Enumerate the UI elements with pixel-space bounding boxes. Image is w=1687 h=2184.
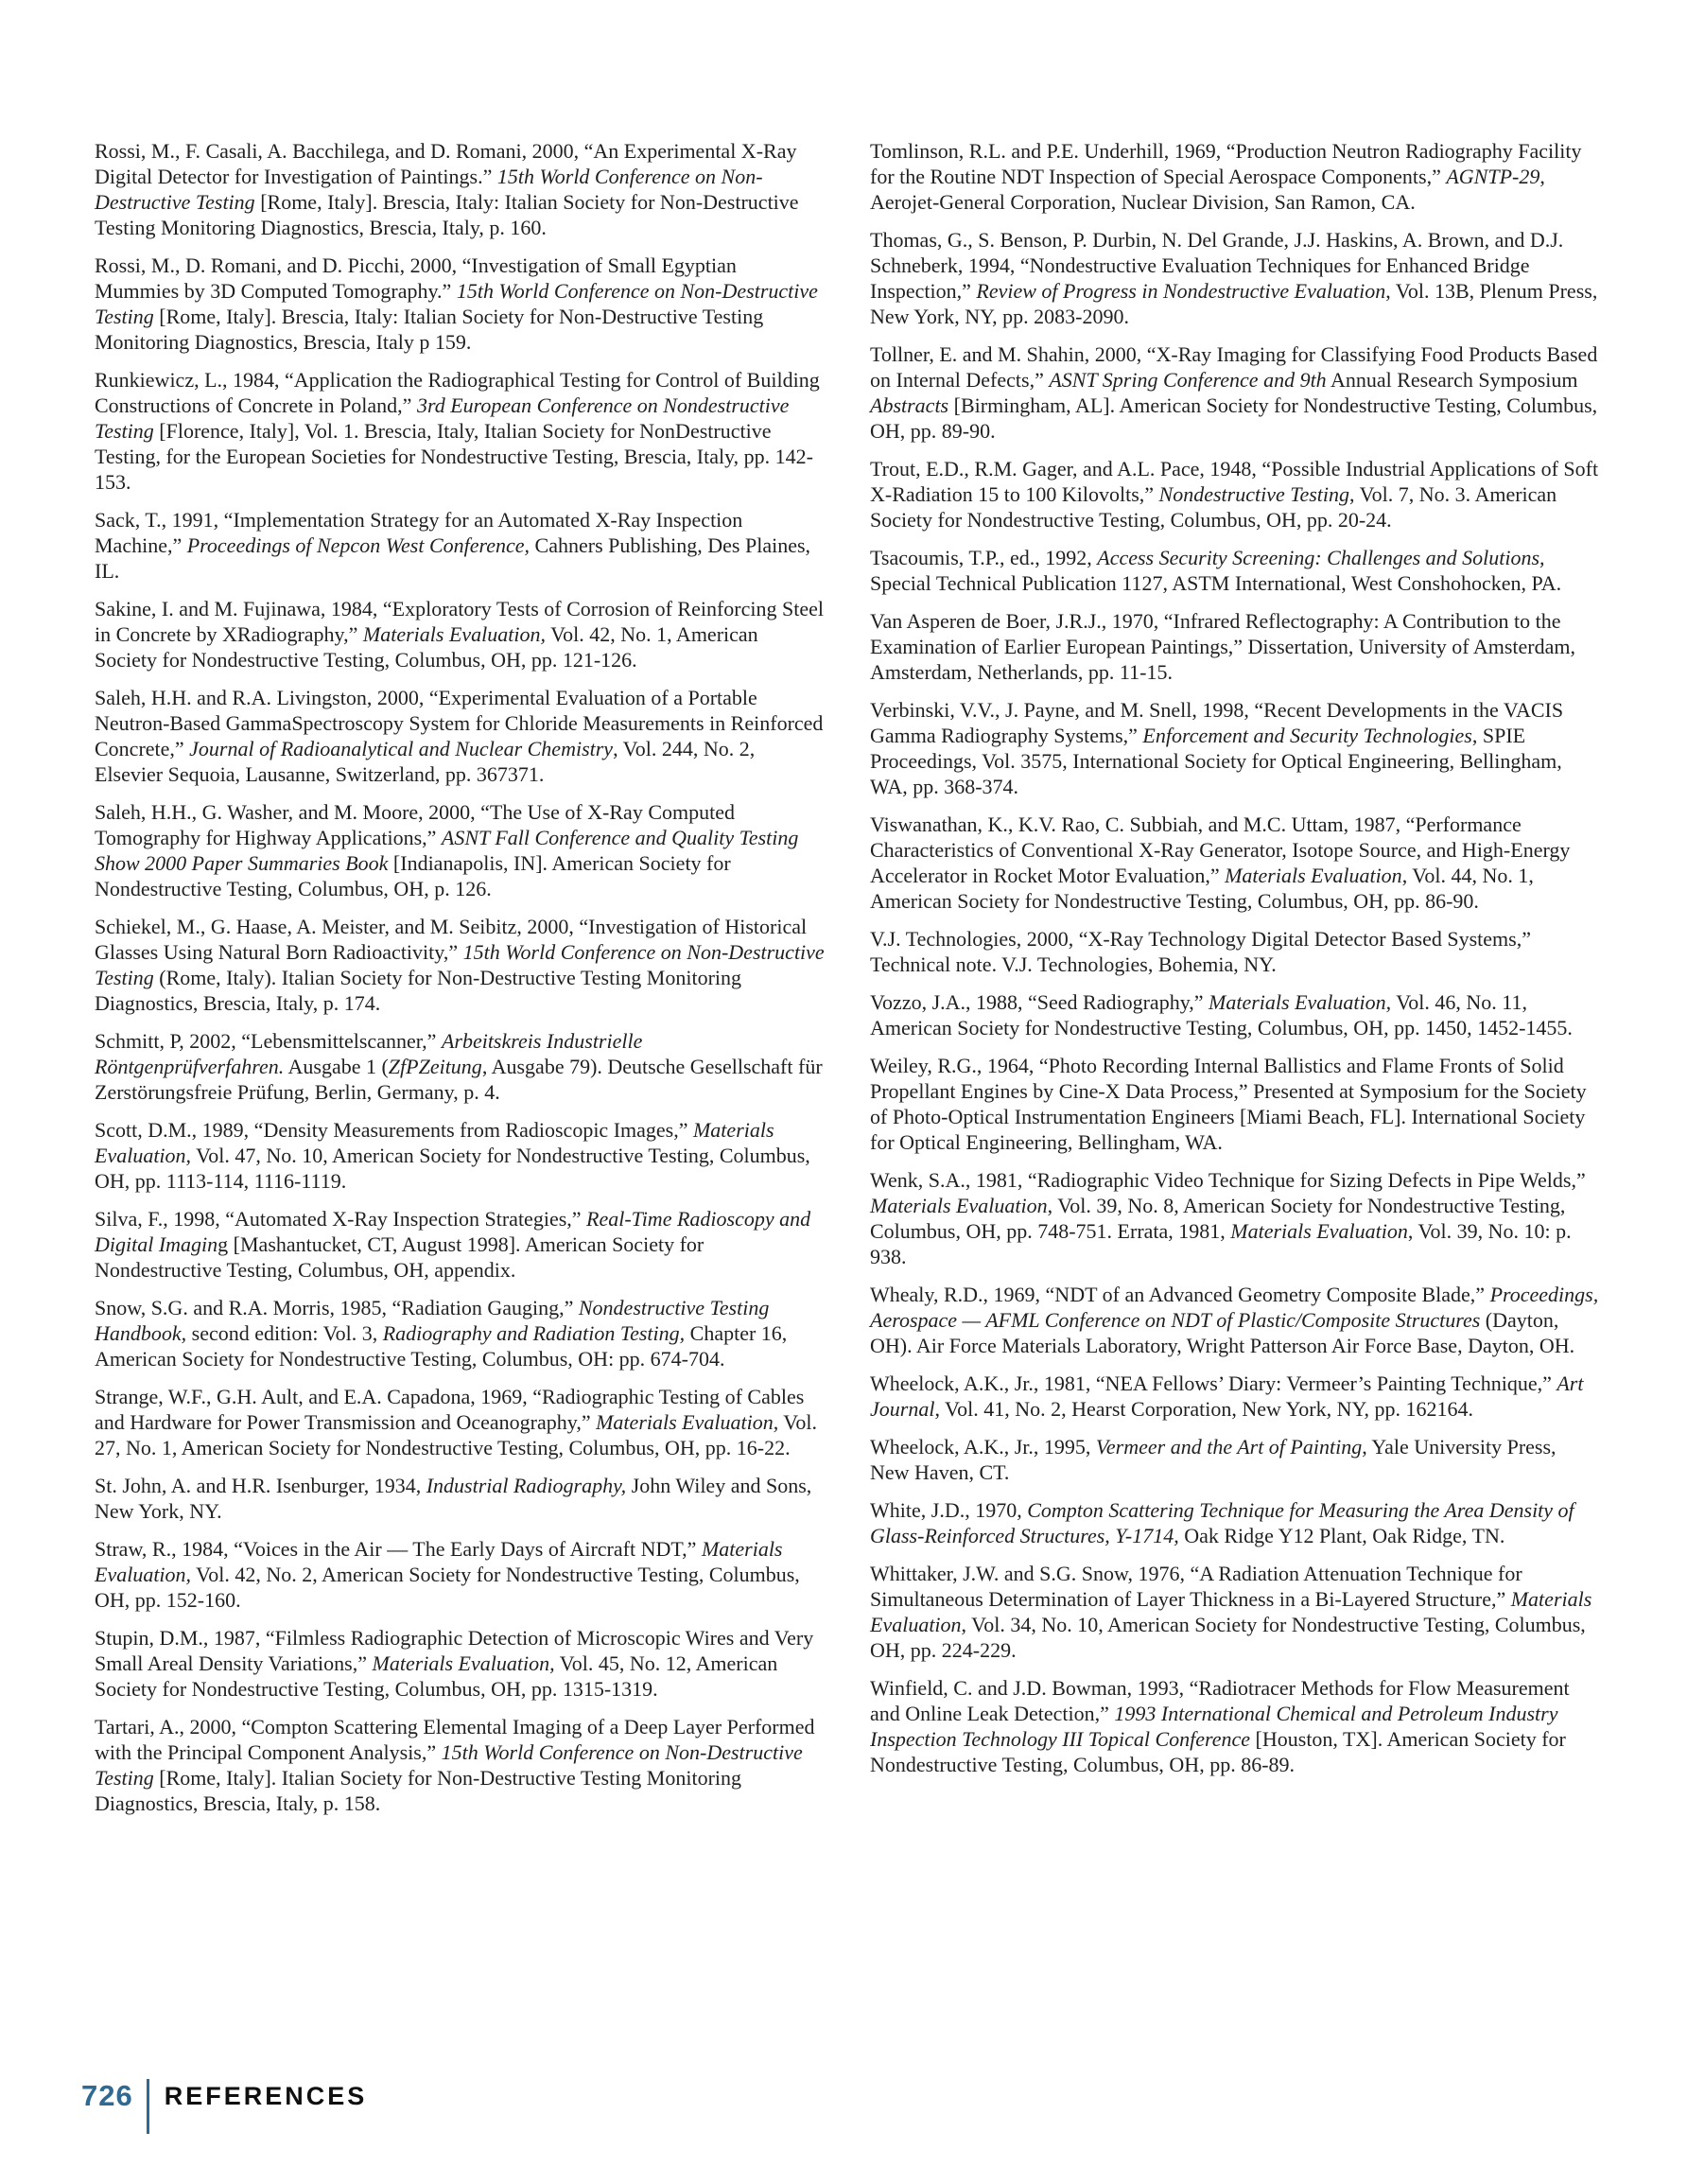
ref-text-segment: Wheelock, A.K., Jr., 1995, (870, 1435, 1096, 1459)
ref-text-segment: , Vol. 13B, Plenum Press, New York, NY, pp. 2083-2090. (870, 279, 1598, 328)
reference-entry (870, 227, 1600, 329)
ref-text-segment: , Yale University Press, New Haven, CT. (870, 1435, 1557, 1484)
ref-text-segment: Strange, W.F., G.H. Ault, and E.A. Capadona, 1969, “Radiographic Testing of Cables and Hardware for Power Transmission and Oceanography,” (95, 1385, 805, 1434)
ref-italic-segment: 15th World Conference on Non-Destructive Testing (95, 940, 825, 989)
ref-italic-segment: Access Security Screening: Challenges and Solutions, (1097, 546, 1545, 569)
ref-italic-segment: Materials Evaluation, (596, 1410, 779, 1434)
ref-text-segment: Verbinski, V.V., J. Payne, and M. Snell, 1998, “Recent Developments in the VACIS Gamma Radiography Systems,” (870, 698, 1564, 747)
ref-italic-segment: Vermeer and the Art of Painting (1095, 1435, 1363, 1459)
ref-italic-segment: Materials Evaluation, (362, 622, 546, 646)
ref-text-segment: , Aerojet-General Corporation, Nuclear Division, San Ramon, CA. (870, 165, 1545, 214)
ref-italic-segment: ZfPZeitung (388, 1055, 482, 1078)
reference-entry (95, 253, 825, 355)
reference-entry (870, 1497, 1600, 1548)
ref-text-segment: Whittaker, J.W. and S.G. Snow, 1976, “A Radiation Attenuation Technique for Simultaneous Determination of Layer Thickness in a Bi-Layered Structure,” (870, 1562, 1522, 1611)
ref-text-segment: [Houston, TX]. American Society for Nondestructive Testing, Columbus, OH, pp. 86-89. (870, 1727, 1566, 1776)
ref-italic-segment: 15th World Conference on Non-Destructive Testing (95, 1740, 803, 1790)
reference-entry (95, 367, 825, 495)
ref-text-segment: John Wiley and Sons, New York, NY. (95, 1474, 812, 1523)
ref-text-segment: Silva, F., 1998, “Automated X-Ray Inspection Strategies,” (95, 1207, 587, 1231)
ref-text-segment: second edition: Vol. 3, (186, 1321, 383, 1345)
reference-entry (870, 1167, 1600, 1269)
ref-text-segment: [Rome, Italy]. Italian Society for Non-Destructive Testing Monitoring Diagnostics, Brescia, Italy, p. 158. (95, 1766, 742, 1815)
ref-text-segment: St. John, A. and H.R. Isenburger, 1934, (95, 1474, 426, 1497)
ref-italic-segment: ASNT Spring Conference and 9th (1049, 368, 1327, 392)
ref-text-segment: Cahners Publishing, Des Plaines, IL. (95, 533, 811, 583)
ref-italic-segment: 15th World Conference on Non-Destructive Testing (95, 165, 763, 214)
ref-italic-segment: Nondestructive Testing (1158, 482, 1349, 506)
ref-text-segment: Tomlinson, R.L. and P.E. Underhill, 1969, “Production Neutron Radiography Facility for the Routine NDT Inspection of Special Aerospace Components,” (870, 139, 1582, 188)
ref-text-segment: Stupin, D.M., 1987, “Filmless Radiographic Detection of Microscopic Wires and Very Small Areal Density Variations,” (95, 1626, 814, 1675)
reference-entry (95, 1384, 825, 1460)
reference-entry (870, 456, 1600, 533)
reference-entry (95, 1625, 825, 1702)
reference-entry (870, 1434, 1600, 1485)
reference-entry (870, 1371, 1600, 1422)
footer-divider (147, 2079, 149, 2134)
reference-entry (95, 1206, 825, 1283)
ref-text-segment: Vozzo, J.A., 1988, “Seed Radiography,” (870, 990, 1209, 1014)
reference-entry (870, 812, 1600, 914)
page-number: 726 (81, 2079, 133, 2112)
ref-text-segment: [Florence, Italy], Vol. 1. Brescia, Italy, Italian Society for NonDestructive Testing, for the European Societies for Nondestructive Testing, Brescia, Italy, pp. 142-153. (95, 419, 813, 494)
ref-text-segment: Chapter 16, American Society for Nondestructive Testing, Columbus, OH: pp. 674-704. (95, 1321, 788, 1371)
ref-text-segment: Whealy, R.D., 1969, “NDT of an Advanced Geometry Composite Blade,” (870, 1283, 1490, 1306)
reference-entry (870, 989, 1600, 1040)
ref-italic-segment: Materials Evaluation, (95, 1537, 783, 1586)
reference-entry (95, 914, 825, 1016)
ref-italic-segment: 3rd European Conference on Nondestructive Testing (95, 393, 790, 443)
reference-entry (95, 1028, 825, 1105)
reference-entry (95, 1473, 825, 1524)
ref-text-segment: Special Technical Publication 1127, ASTM International, West Conshohocken, PA. (870, 571, 1562, 595)
ref-text-segment: Tartari, A., 2000, “Compton Scattering Elemental Imaging of a Deep Layer Performed with the Principal Component Analysis,” (95, 1715, 815, 1764)
ref-italic-segment: Real-Time Radioscopy and Digital Imagin (95, 1207, 811, 1256)
reference-entry (870, 341, 1600, 444)
reference-entry (95, 1714, 825, 1816)
ref-text-segment: , Vol. 39, No. 10: p. 938. (870, 1219, 1572, 1268)
ref-text-segment: Rossi, M., D. Romani, and D. Picchi, 2000, “Investigation of Small Egyptian Mummies by 3D Computed Tomography.” (95, 253, 737, 303)
ref-text-segment: Wenk, S.A., 1981, “Radiographic Video Technique for Sizing Defects in Pipe Welds,” (870, 1168, 1586, 1192)
ref-text-segment: White, J.D., 1970, (870, 1498, 1028, 1522)
ref-text-segment: Winfield, C. and J.D. Bowman, 1993, “Radiotracer Methods for Flow Measurement and Online Leak Detection,” (870, 1676, 1570, 1725)
ref-italic-segment: Materials Evaluation (1230, 1219, 1408, 1243)
ref-text-segment: Runkiewicz, L., 1984, “Application the Radiographical Testing for Control of Building Constructions of Concrete in Poland,” (95, 368, 820, 417)
references-column-left (95, 138, 825, 1828)
ref-text-segment: Tsacoumis, T.P., ed., 1992, (870, 546, 1098, 569)
section-title: REFERENCES (164, 2082, 368, 2110)
ref-italic-segment: Abstracts (870, 393, 949, 417)
ref-text-segment: Trout, E.D., R.M. Gager, and A.L. Pace, 1948, “Possible Industrial Applications of Soft X-Radiation 15 to 100 Kilovolts,” (870, 457, 1599, 506)
references-column-right (870, 138, 1600, 1790)
reference-entry (870, 1053, 1600, 1155)
ref-italic-segment: Journal of Radioanalytical and Nuclear Chemistry (189, 737, 614, 760)
ref-italic-segment: Materials Evaluation (1225, 864, 1402, 887)
ref-italic-segment: Art Journal (870, 1372, 1584, 1421)
ref-italic-segment: 15th World Conference on Non-Destructive Testing (95, 279, 818, 328)
ref-text-segment: Vol. 47, No. 10, American Society for Nondestructive Testing, Columbus, OH, pp. 1113-114, 1116-1119. (95, 1144, 810, 1193)
ref-text-segment: Viswanathan, K., K.V. Rao, C. Subbiah, and M.C. Uttam, 1987, “Performance Characteristics of Conventional X-Ray Generator, Isotope Source, and High-Energy Accelerator in Rocket Motor Evaluation,” (870, 812, 1571, 887)
ref-italic-segment: Proceedings, Aerospace — AFML Conference on NDT of Plastic/Composite Structures (870, 1283, 1599, 1332)
ref-italic-segment: Materials Evaluation, (1209, 990, 1392, 1014)
ref-text-segment: Weiley, R.G., 1964, “Photo Recording Internal Ballistics and Flame Fronts of Solid Propellant Engines by Cine-X Data Process,” Presented at Symposium for the Society of Photo-Optical Instrumentation Engineers [Miami Beach, FL]. International Society for Optical Engineering, Bellingham, WA. (870, 1054, 1587, 1154)
ref-text-segment: V.J. Technologies, 2000, “X-Ray Technology Digital Detector Based Systems,” Technical note. V.J. Technologies, Bohemia, NY. (870, 927, 1531, 976)
ref-text-segment: Thomas, G., S. Benson, P. Durbin, N. Del Grande, J.J. Haskins, A. Brown, and D.J. Schneberk, 1994, “Nondestructive Evaluation Techniques for Enhanced Bridge Inspection,” (870, 228, 1564, 303)
reference-entry (95, 507, 825, 584)
ref-text-segment: Tollner, E. and M. Shahin, 2000, “X-Ray Imaging for Classifying Food Products Based on Internal Defects,” (870, 342, 1598, 392)
ref-text-segment: [Rome, Italy]. Brescia, Italy: Italian Society for Non-Destructive Testing Monitoring Diagnostics, Brescia, Italy, p. 160. (95, 190, 799, 239)
ref-text-segment: [Birmingham, AL]. American Society for Nondestructive Testing, Columbus, OH, pp. 89-90. (870, 393, 1598, 443)
reference-entry (870, 1561, 1600, 1663)
ref-text-segment: , Vol. 41, No. 2, Hearst Corporation, New York, NY, pp. 162164. (934, 1397, 1474, 1421)
ref-text-segment: (Rome, Italy). Italian Society for Non-Destructive Testing Monitoring Diagnostics, Brescia, Italy, p. 174. (95, 966, 742, 1015)
ref-text-segment: Vol. 45, No. 12, American Society for Nondestructive Testing, Columbus, OH, pp. 1315-1319. (95, 1651, 778, 1701)
ref-text-segment: Ausgabe 1 ( (284, 1055, 389, 1078)
reference-entry (870, 926, 1600, 977)
reference-entry (95, 1295, 825, 1372)
ref-italic-segment: Arbeitskreis Industrielle Röntgenprüfverfahren. (95, 1029, 643, 1078)
ref-text-segment: Rossi, M., F. Casali, A. Bacchilega, and D. Romani, 2000, “An Experimental X-Ray Digital Detector for Investigation of Paintings.” (95, 139, 797, 188)
ref-text-segment: [Indianapolis, IN]. American Society for Nondestructive Testing, Columbus, OH, p. 126. (95, 851, 731, 900)
ref-text-segment: , Vol. 39, No. 8, American Society for Nondestructive Testing, Columbus, OH, pp. 748-751. Errata, 1981, (870, 1194, 1566, 1243)
ref-text-segment: Straw, R., 1984, “Voices in the Air — The Early Days of Aircraft NDT,” (95, 1537, 702, 1561)
ref-text-segment: g [Mashantucket, CT, August 1998]. American Society for Nondestructive Testing, Columbus, OH, appendix. (95, 1232, 704, 1282)
ref-italic-segment: Nondestructive Testing Handbook, (95, 1296, 770, 1345)
ref-italic-segment: Compton Scattering Technique for Measuring the Area Density of Glass-Reinforced Structures, Y-1714, (870, 1498, 1574, 1547)
ref-text-segment: Schmitt, P, 2002, “Lebensmittelscanner,” (95, 1029, 442, 1053)
ref-text-segment: Saleh, H.H., G. Washer, and M. Moore, 2000, “The Use of X-Ray Computed Tomography for Highway Applications,” (95, 800, 735, 849)
ref-text-segment: (Dayton, OH). Air Force Materials Laboratory, Wright Patterson Air Force Base, Dayton, OH. (870, 1308, 1575, 1357)
ref-italic-segment: Industrial Radiography, (426, 1474, 627, 1497)
reference-entry (95, 799, 825, 901)
ref-text-segment: Van Asperen de Boer, J.R.J., 1970, “Infrared Reflectography: A Contribution to the Examination of Earlier European Paintings,” Dissertation, University of Amsterdam, Amsterdam, Netherlands, pp. 11-15. (870, 609, 1575, 684)
ref-text-segment: , Vol. 7, No. 3. American Society for Nondestructive Testing, Columbus, OH, pp. 20-24. (870, 482, 1557, 532)
ref-italic-segment: Materials Evaluation (870, 1194, 1048, 1217)
ref-text-segment: Oak Ridge Y12 Plant, Oak Ridge, TN. (1178, 1524, 1505, 1547)
reference-entry (870, 697, 1600, 799)
ref-text-segment: , SPIE Proceedings, Vol. 3575, International Society for Optical Engineering, Bellingham, WA, pp. 368-374. (870, 724, 1562, 798)
ref-italic-segment: Radiography and Radiation Testing, (382, 1321, 686, 1345)
reference-entry (870, 545, 1600, 596)
ref-italic-segment: Review of Progress in Nondestructive Evaluation (976, 279, 1386, 303)
ref-text-segment: Wheelock, A.K., Jr., 1981, “NEA Fellows’ Diary: Vermeer’s Painting Technique,” (870, 1372, 1557, 1395)
reference-entry (870, 1675, 1600, 1777)
ref-italic-segment: Materials Evaluation, (372, 1651, 555, 1675)
ref-text-segment: Vol. 42, No. 1, American Society for Nondestructive Testing, Columbus, OH, pp. 121-126. (95, 622, 758, 672)
reference-entry (870, 138, 1600, 215)
ref-italic-segment: 1993 International Chemical and Petroleum Industry Inspection Technology III Topical Conference (870, 1702, 1558, 1751)
ref-text-segment: [Rome, Italy]. Brescia, Italy: Italian Society for Non-Destructive Testing Monitoring Diagnostics, Brescia, Italy p 159. (95, 305, 764, 354)
page-footer (81, 2079, 367, 2134)
reference-entry (95, 1536, 825, 1613)
reference-entry (95, 138, 825, 240)
ref-text-segment: Vol. 42, No. 2, American Society for Nondestructive Testing, Columbus, OH, pp. 152-160. (95, 1563, 800, 1612)
ref-text-segment: Saleh, H.H. and R.A. Livingston, 2000, “Experimental Evaluation of a Portable Neutron-Based GammaSpectroscopy System for Chloride Measurements in Reinforced Concrete,” (95, 686, 824, 760)
ref-text-segment: Snow, S.G. and R.A. Morris, 1985, “Radiation Gauging,” (95, 1296, 579, 1319)
reference-entry (870, 608, 1600, 685)
ref-text-segment: Annual Research Symposium (1326, 368, 1578, 392)
reference-entry (95, 685, 825, 787)
ref-text-segment: Sack, T., 1991, “Implementation Strategy for an Automated X-Ray Inspection Machine,” (95, 508, 743, 557)
ref-text-segment: Sakine, I. and M. Fujinawa, 1984, “Exploratory Tests of Corrosion of Reinforcing Steel in Concrete by XRadiography,” (95, 597, 824, 646)
ref-text-segment: Vol. 46, No. 11, American Society for Nondestructive Testing, Columbus, OH, pp. 1450, 1452-1455. (870, 990, 1573, 1040)
ref-italic-segment: Materials Evaluation, (95, 1118, 774, 1167)
reference-entry (95, 1117, 825, 1194)
ref-text-segment: , Vol. 34, No. 10, American Society for Nondestructive Testing, Columbus, OH, pp. 224-229. (870, 1613, 1586, 1662)
ref-italic-segment: Proceedings of Nepcon West Conference, (186, 533, 530, 557)
ref-text-segment: , Vol. 44, No. 1, American Society for Nondestructive Testing, Columbus, OH, pp. 86-90. (870, 864, 1534, 913)
ref-italic-segment: Enforcement and Security Technologies (1142, 724, 1472, 747)
ref-italic-segment: AGNTP-29 (1446, 165, 1540, 188)
ref-text-segment: , Vol. 244, No. 2, Elsevier Sequoia, Lausanne, Switzerland, pp. 367371. (95, 737, 756, 786)
ref-italic-segment: Materials Evaluation (870, 1587, 1592, 1636)
ref-text-segment: Scott, D.M., 1989, “Density Measurements from Radioscopic Images,” (95, 1118, 693, 1142)
reference-entry (95, 596, 825, 673)
reference-entry (870, 1282, 1600, 1358)
ref-text-segment: , Ausgabe 79). Deutsche Gesellschaft für Zerstörungsfreie Prüfung, Berlin, Germany, p. 4. (95, 1055, 823, 1104)
ref-italic-segment: ASNT Fall Conference and Quality Testing Show 2000 Paper Summaries Book (95, 826, 799, 875)
ref-text-segment: Vol. 27, No. 1, American Society for Nondestructive Testing, Columbus, OH, pp. 16-22. (95, 1410, 817, 1459)
ref-text-segment: Schiekel, M., G. Haase, A. Meister, and M. Seibitz, 2000, “Investigation of Historical Glasses Using Natural Born Radioactivity,” (95, 915, 808, 964)
